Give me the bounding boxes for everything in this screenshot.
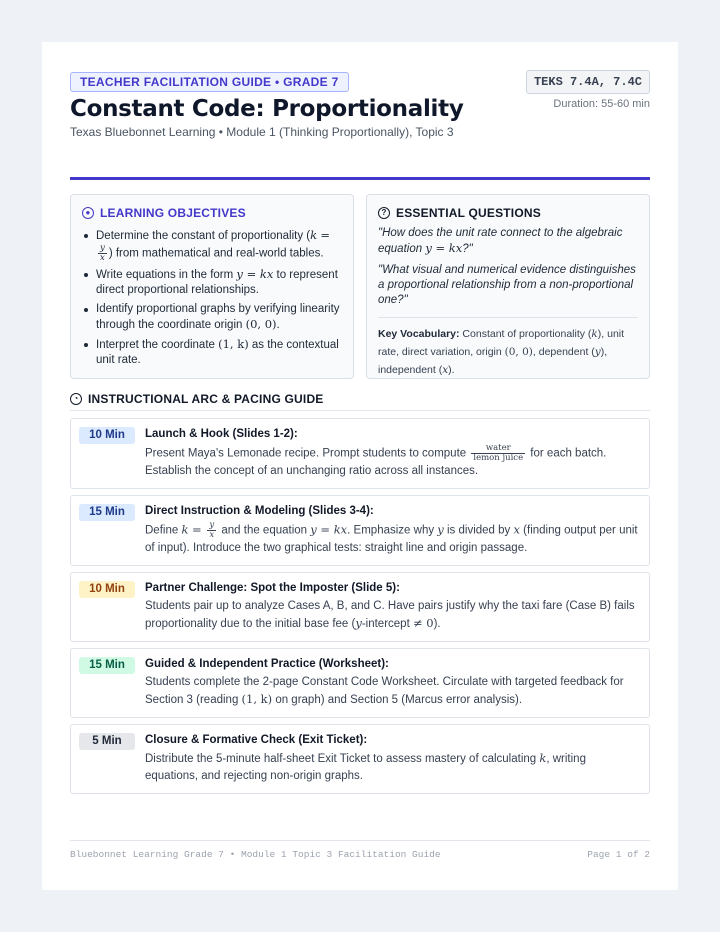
- row-description: Define k = $\frac{y}{x}$ and the equation y = kx. Emphasize why y is divided by x (finding output per unit of input). Introduce the two graphical tests: straight line and origin passage.: [145, 520, 638, 554]
- page-subtitle: Texas Bluebonnet Learning • Module 1 (Thinking Proportionally), Topic 3: [70, 125, 454, 139]
- objective-item: Identify proportional graphs by verifying linearity through the coordinate origin (0, 0).: [82, 302, 342, 333]
- learning-objectives-title: LEARNING OBJECTIVES: [100, 206, 246, 220]
- time-badge: 5 Min: [79, 733, 135, 750]
- row-title: Closure & Formative Check (Exit Ticket):: [145, 734, 368, 746]
- pacing-row: [70, 495, 650, 566]
- time-badge: 10 Min: [79, 427, 135, 444]
- target-icon: ●: [82, 207, 94, 219]
- page-number: Page 1 of 2: [587, 849, 650, 860]
- time-badge: 10 Min: [79, 581, 135, 598]
- pacing-row: [70, 724, 650, 794]
- pacing-row: [70, 418, 650, 489]
- objective-item: Write equations in the form y = kx to represent direct proportional relationships.: [82, 267, 342, 298]
- row-description: Students pair up to analyze Cases A, B, and C. Have pairs justify why the taxi fare (Case B) fails proportionality due to the initial base fee (y-intercept ≠ 0).: [145, 600, 635, 630]
- row-description: Distribute the 5-minute half-sheet Exit Ticket to assess mastery of calculating k, writing equations, and rejecting non-origin graphs.: [145, 751, 586, 782]
- guide-page: [42, 42, 678, 890]
- essential-questions-card: [366, 194, 650, 379]
- row-title: Partner Challenge: Spot the Imposter (Slide 5):: [145, 582, 400, 594]
- learning-objectives-heading: [82, 206, 342, 220]
- essential-questions-heading: [378, 206, 638, 220]
- page-title: Constant Code: Proportionality: [70, 96, 464, 122]
- fraction: $\frac{y}{x}$: [100, 243, 105, 263]
- clock-icon: ◔: [70, 393, 82, 405]
- essential-questions-title: ESSENTIAL QUESTIONS: [396, 206, 541, 220]
- row-title: Direct Instruction & Modeling (Slides 3-4):: [145, 505, 374, 517]
- footer-title: Bluebonnet Learning Grade 7 • Module 1 Topic 3 Facilitation Guide: [70, 849, 441, 860]
- row-description: Students complete the 2-page Constant Code Worksheet. Circulate with targeted feedback for Section 3 (reading (1, k) on graph) and Section 5 (Marcus error analysis).: [145, 676, 624, 706]
- fraction: $\frac{\text{water}}{\text{lemon juice}}$: [473, 443, 524, 463]
- row-description: Present Maya's Lemonade recipe. Prompt students to compute $\frac{\text{water}}{\text{lemon juice}}$ for each batch. Establish the concept of an unchanging ratio across all instances.: [145, 443, 607, 477]
- essential-question-1: "How does the unit rate connect to the algebraic equation y = kx?": [378, 227, 623, 255]
- time-badge: 15 Min: [79, 504, 135, 521]
- row-title: Launch & Hook (Slides 1-2):: [145, 428, 298, 440]
- question-circle-icon: ?: [378, 207, 390, 219]
- objective-item: Determine the constant of proportionality (k = $\frac{y}{x}$ ) from mathematical and real-world tables.: [82, 228, 342, 263]
- fraction: $\frac{y}{x}$: [209, 520, 215, 540]
- guide-badge: TEACHER FACILITATION GUIDE • GRADE 7: [70, 72, 349, 92]
- pacing-row: [70, 572, 650, 642]
- pacing-rows: [70, 418, 650, 794]
- row-title: Guided & Independent Practice (Worksheet):: [145, 658, 389, 670]
- objectives-list: [82, 228, 342, 368]
- pacing-title: INSTRUCTIONAL ARC & PACING GUIDE: [88, 392, 324, 406]
- pacing-row: [70, 648, 650, 718]
- time-badge: 15 Min: [79, 657, 135, 674]
- page-footer: [70, 840, 650, 860]
- key-vocabulary: Key Vocabulary: Constant of proportionality (k), unit rate, direct variation, origin (0, 0), dependent (y), independent (x).: [378, 317, 638, 379]
- info-cards: [70, 194, 650, 379]
- duration-label: Duration: 55-60 min: [553, 98, 650, 110]
- page-header: [70, 72, 650, 180]
- pacing-heading: [70, 392, 650, 411]
- objective-item: Interpret the coordinate (1, k) as the contextual unit rate.: [82, 337, 342, 368]
- learning-objectives-card: [70, 194, 354, 379]
- teks-badge: TEKS 7.4A, 7.4C: [526, 70, 650, 94]
- essential-question-2: "What visual and numerical evidence distinguishes a proportional relationship from a non-proportional one?": [378, 264, 636, 306]
